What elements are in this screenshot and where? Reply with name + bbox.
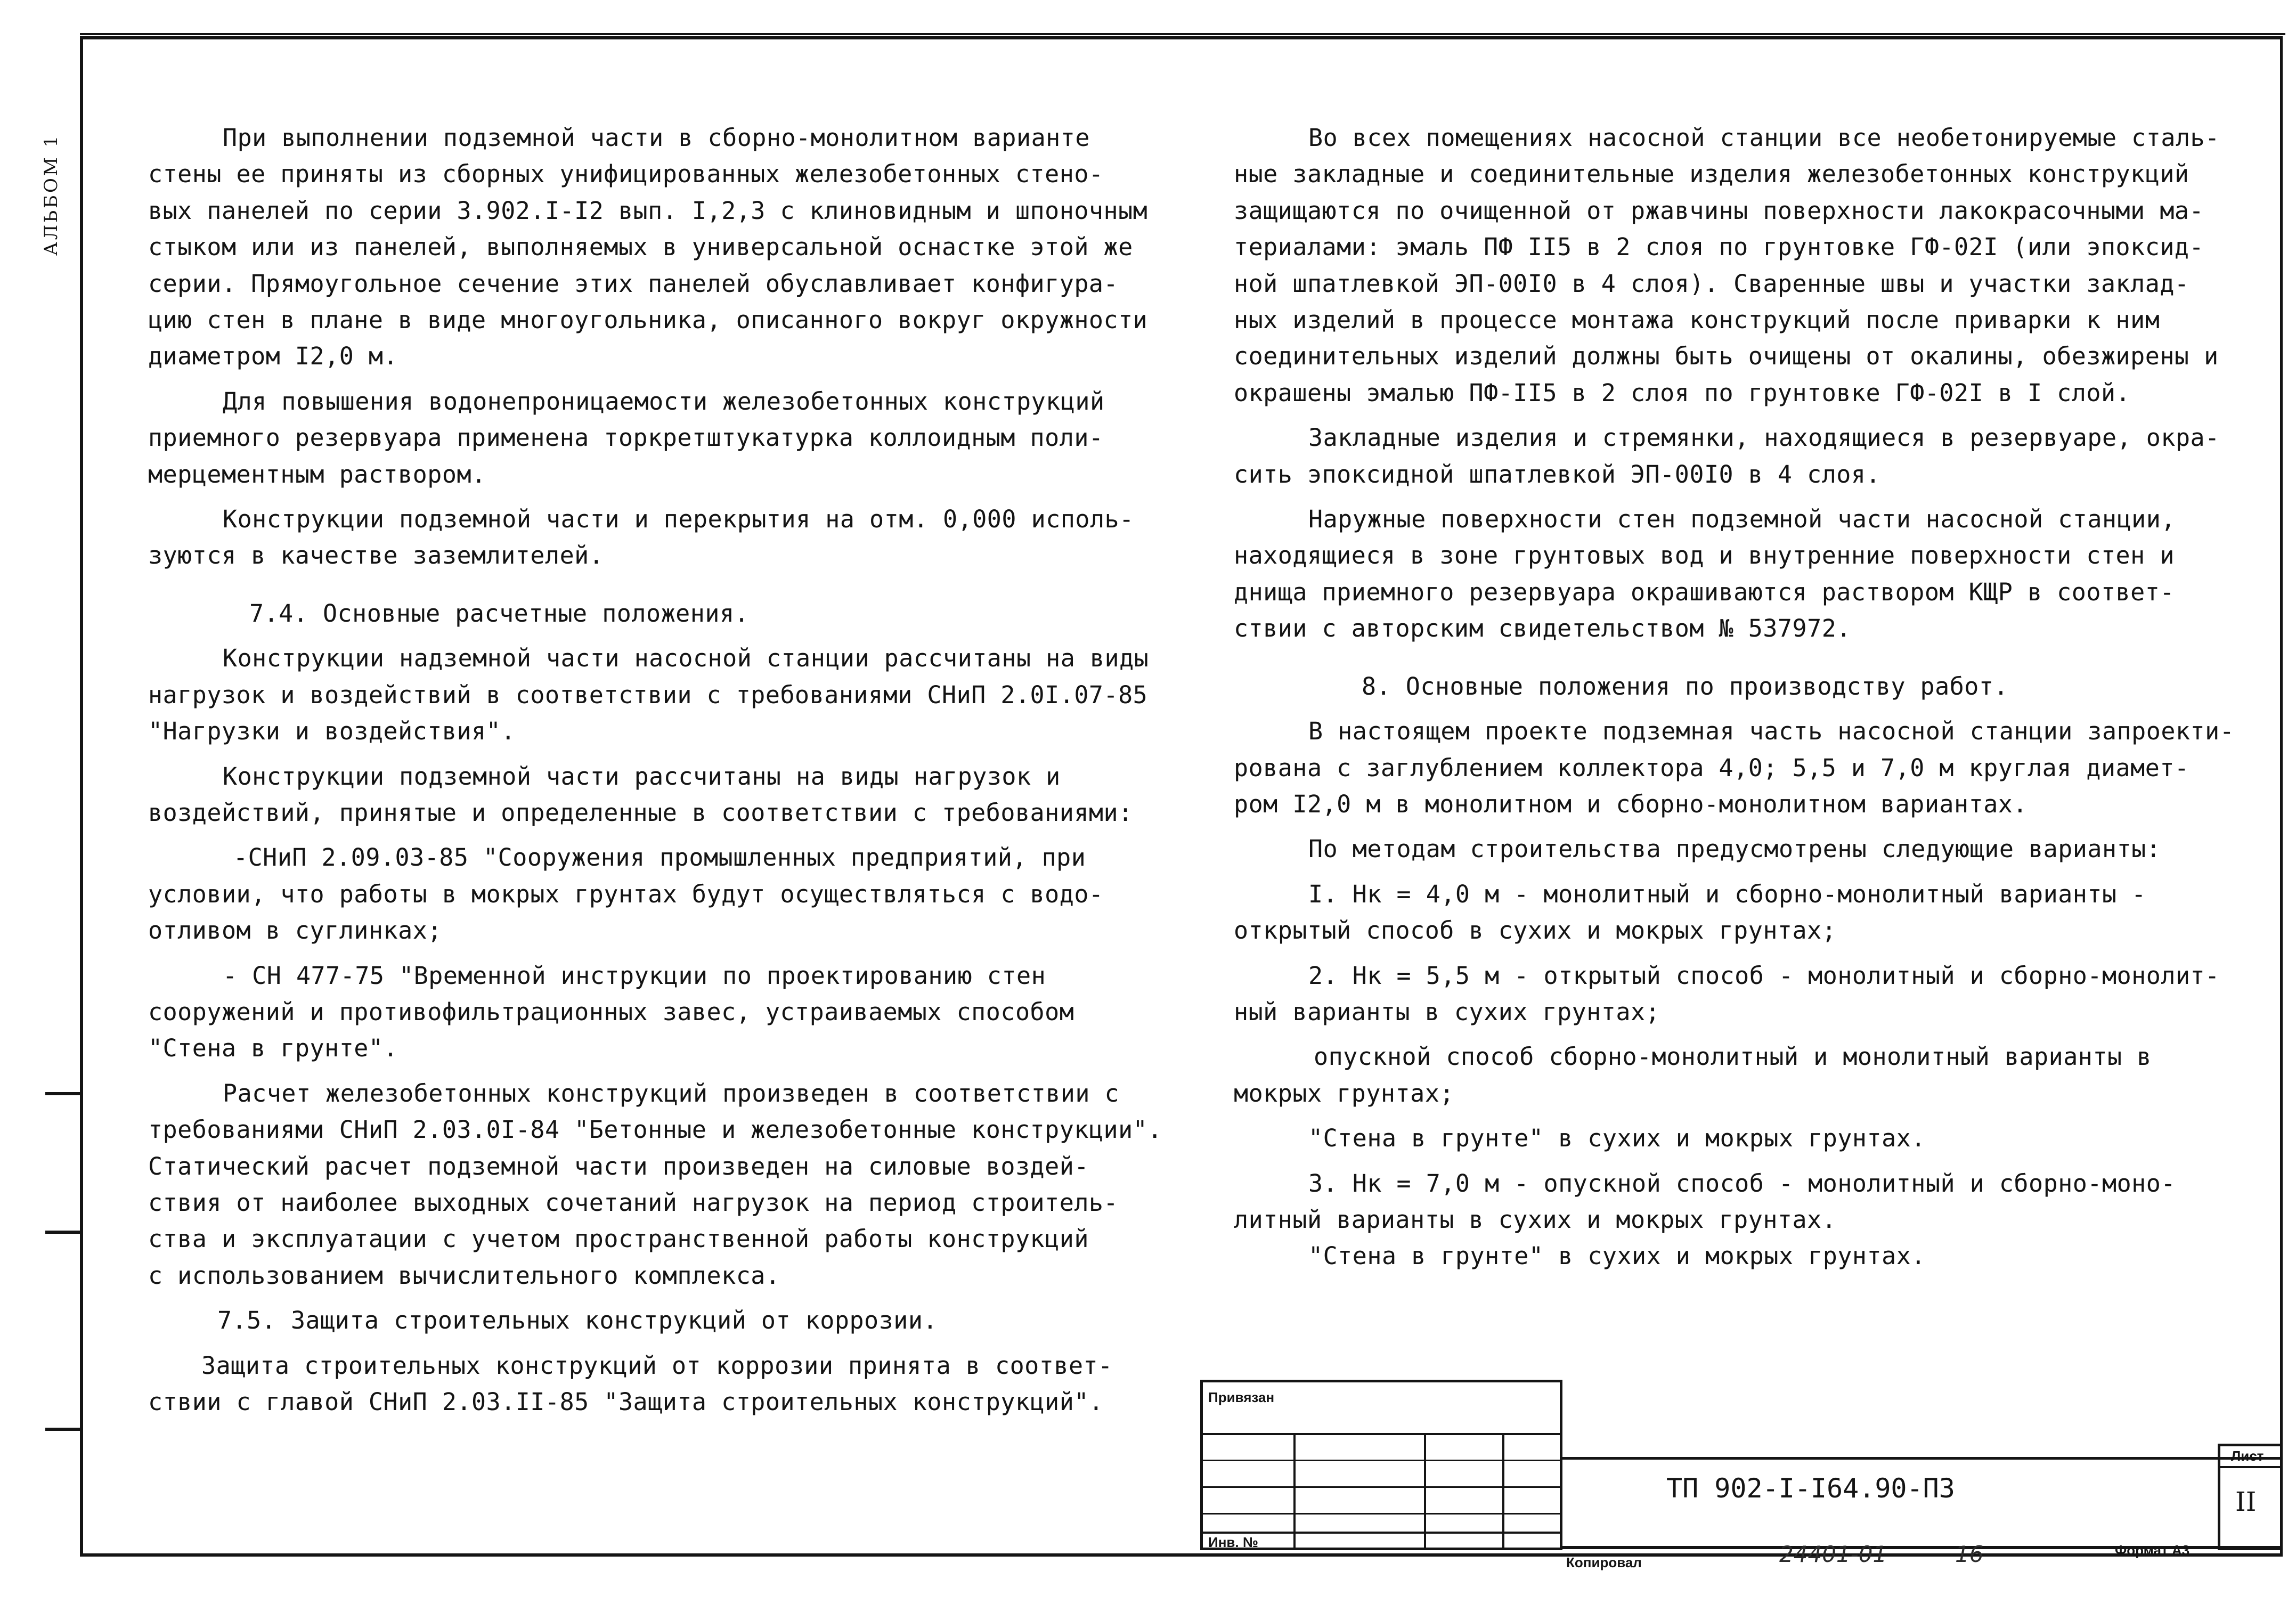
paragraph: Расчет железобетонных конструкций произведен в соответствии с требованиями СНиП 2.03.0I-84 "Бетонные и железобетонные конструкции". Статический расчет подземной части произведен на силовые воздей- ствия от наиболее выходных сочетаний нагрузок на период строитель- ства и эксплуатации с учетом пространственной работы конструкций с использованием вычислительного комплекса. <box>148 1079 1162 1290</box>
section-heading-7-4: 7.4. Основные расчетные положения. <box>249 599 750 628</box>
paragraph: Конструкции подземной части и перекрытия на отм. 0,000 исполь- зуются в качестве заземлителей. <box>148 505 1134 570</box>
paragraph: опускной способ сборно-монолитный и монолитный варианты в мокрых грунтах; <box>1234 1043 2152 1108</box>
paragraph: Конструкции надземной части насосной станции рассчитаны на виды нагрузок и воздействий в соответствии с требованиями СНиП 2.0I.07-85 "Нагрузки и воздействия". <box>148 644 1149 746</box>
paragraph: 2. Нк = 5,5 м - открытый способ - монолитный и сборно-монолит- ный варианты в сухих грунтах; <box>1234 961 2220 1026</box>
paragraph: Во всех помещениях насосной станции все необетонируемые сталь- ные закладные и соединительные изделия железобетонных конструкций защищаются по очищенной от ржавчины поверхности лакокрасочными ма- териалами: эмаль ПФ II5 в 2 слоя по грунтовке ГФ-02I (или эпоксид- ной шпатлевкой ЭП-00I0 в 4 слоя). Сваренные швы и участки заклад- ных изделий в процессе монтажа конструкций после приварки к ним соединительных изделий должны быть очищены от окалины, обезжирены и окрашены эмалью ПФ-II5 в 2 слоя по грунтовке ГФ-02I в I слой. <box>1234 124 2220 407</box>
paragraph: -СНиП 2.09.03-85 "Сооружения промышленных предприятий, при условии, что работы в мокрых грунтах будут осуществляться с водо- отливом в суглинках; <box>148 843 1104 945</box>
privyazan-label: Привязан <box>1208 1389 1275 1405</box>
paragraph: Закладные изделия и стремянки, находящиеся в резервуаре, окра- сить эпоксидной шпатлевкой ЭП-00I0 в 4 слоя. <box>1234 424 2220 488</box>
section-heading-7-5: 7.5. Защита строительных конструкций от коррозии. <box>217 1306 938 1335</box>
paragraph: - СН 477-75 "Временной инструкции по проектированию стен сооружений и противофильтрационных завес, устраиваемых способом "Стена в грунте". <box>148 961 1074 1063</box>
paragraph: "Стена в грунте" в сухих и мокрых грунтах. <box>1308 1242 1926 1271</box>
paragraph: 3. Нк = 7,0 м - опускной способ - монолитный и сборно-моно- литный варианты в сухих и мокрых грунтах. <box>1234 1169 2176 1234</box>
margin-tick <box>45 1428 82 1431</box>
paragraph: В настоящем проекте подземная часть насосной станции запроекти- рована с заглублением коллектора 4,0; 5,5 и 7,0 м круглая диамет- ром I2,0 м в монолитном и сборно-монолитном вариантах. <box>1234 717 2235 818</box>
paragraph: "Стена в грунте" в сухих и мокрых грунтах. <box>1308 1124 1926 1153</box>
album-label: АЛЬБОМ 1 <box>40 133 62 256</box>
paragraph: По методам строительства предусмотрены следующие варианты: <box>1308 835 2161 864</box>
archive-number: 24401-01 <box>1779 1541 1887 1567</box>
margin-tick <box>45 1231 82 1234</box>
section-heading-8: 8. Основные положения по производству работ. <box>1362 672 2009 701</box>
top-border <box>80 33 2285 35</box>
sheet-number: II <box>2235 1486 2257 1517</box>
paragraph: Наружные поверхности стен подземной части насосной станции, находящиеся в зоне грунтовых вод и внутренние поверхности стен и днища приемного резервуара окрашиваются раствором КЩР в соответ- ствии с авторским свидетельством № 537972. <box>1234 505 2176 643</box>
title-block <box>1200 1380 2283 1554</box>
left-column <box>148 120 1176 1429</box>
paragraph: При выполнении подземной части в сборно-монолитном варианте стены ее приняты из сборных унифицированных железобетонных стено- вых панелей по серии 3.902.I-I2 вып. I,2,3 с клиновидным и шпоночным стыком или из панелей, выполняемых в универсальной оснастке этой же серии. Прямоугольное сечение этих панелей обуславливает конфигура- цию стен в плане в виде многоугольника, описанного вокруг окружности диаметром I2,0 м. <box>148 124 1148 371</box>
inventory-number-label: Инв. № <box>1208 1534 1258 1550</box>
format-label: Формат А3 <box>2115 1542 2190 1558</box>
paragraph: Для повышения водонепроницаемости железобетонных конструкций приемного резервуара применена торкретштукатурка коллоидным поли- мерцементным раствором. <box>148 387 1105 488</box>
paragraph: I. Нк = 4,0 м - монолитный и сборно-монолитный варианты - открытый способ в сухих и мокрых грунтах; <box>1234 880 2146 945</box>
paragraph: Защита строительных конструкций от коррозии принята в соответ- ствии с главой СНиП 2.03.II-85 "Защита строительных конструкций". <box>148 1351 1113 1416</box>
page-number: 16 <box>1955 1541 1984 1567</box>
sheet-label: Лист <box>2231 1448 2264 1464</box>
paragraph: Конструкции подземной части рассчитаны на виды нагрузок и воздействий, принятые и определенные в соответствии с требованиями: <box>148 762 1133 827</box>
right-column <box>1234 120 2246 1283</box>
document-code: ТП 902-I-I64.90-ПЗ <box>1666 1473 1955 1504</box>
copied-label: Копировал <box>1566 1554 1642 1570</box>
margin-tick <box>45 1092 82 1095</box>
